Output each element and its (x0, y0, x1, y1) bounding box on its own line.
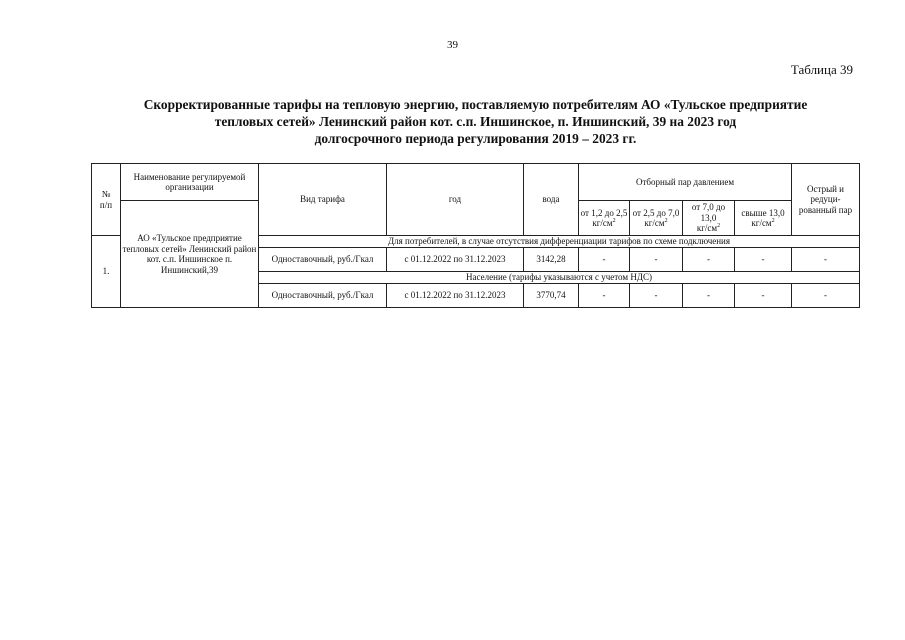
steam-value-cell: - (630, 284, 683, 308)
tariff-type-cell: Одноставочный, руб./Гкал (259, 248, 387, 272)
steam-value-cell: - (630, 248, 683, 272)
steam-value-cell: - (735, 284, 792, 308)
page-number: 39 (447, 39, 458, 51)
water-value-cell: 3142,28 (524, 248, 579, 272)
org-name-cell: АО «Тульское предприятие тепловых сетей» Ленинский район кот. с.п. Иншинское п. Иншинский,39 (121, 201, 259, 308)
title-line-1: Скорректированные тарифы на тепловую энергию, поставляемую потребителям АО «Тульское предприятие (143, 97, 808, 112)
steam-value-cell: - (683, 284, 735, 308)
row-num-cell: 1. (92, 236, 121, 308)
section-caption-2: Население (тарифы указываются с учетом НДС) (259, 272, 860, 284)
period-cell: с 01.12.2022 по 31.12.2023 (387, 248, 524, 272)
header-steam-col-1: от 1,2 до 2,5 $кг/см^2$ (579, 201, 630, 236)
steam-value-cell: - (792, 248, 860, 272)
section-caption-1: Для потребителей, в случае отсутствия дифференциации тарифов по схеме подключения (259, 236, 860, 248)
header-steam-col-3: от 7,0 до 13,0 $кг/см^2$ (683, 201, 735, 236)
document-title (92, 96, 859, 147)
tariff-table (91, 163, 860, 308)
steam-value-cell: - (579, 284, 630, 308)
table-label: Таблица 39 (790, 62, 853, 77)
header-steam-group: Отборный пар давлением (579, 164, 792, 201)
header-water: вода (524, 164, 579, 236)
steam-value-cell: - (579, 248, 630, 272)
steam-value-cell: - (735, 248, 792, 272)
title-line-2: тепловых сетей» Ленинский район кот. с.п. Иншинское, п. Иншинский, 39 на 2023 год (214, 114, 737, 129)
tariff-type-cell: Одноставочный, руб./Гкал (259, 284, 387, 308)
steam-value-cell: - (792, 284, 860, 308)
header-row (92, 164, 860, 201)
header-num: № п/п (92, 164, 121, 236)
period-cell: с 01.12.2022 по 31.12.2023 (387, 284, 524, 308)
header-tariff-type: Вид тарифа (259, 164, 387, 236)
header-org: Наименование регулируемой организации (121, 164, 259, 201)
header-steam-col-4: свыше 13,0 $кг/см^2$ (735, 201, 792, 236)
steam-value-cell: - (683, 248, 735, 272)
water-value-cell: 3770,74 (524, 284, 579, 308)
title-line-3: долгосрочного периода регулирования 2019 – 2023 гг. (314, 131, 637, 146)
header-year: год (387, 164, 524, 236)
header-sharp-steam: Острый и редуци-рованный пар (792, 164, 860, 236)
header-steam-col-2: от 2,5 до 7,0 $кг/см^2$ (630, 201, 683, 236)
